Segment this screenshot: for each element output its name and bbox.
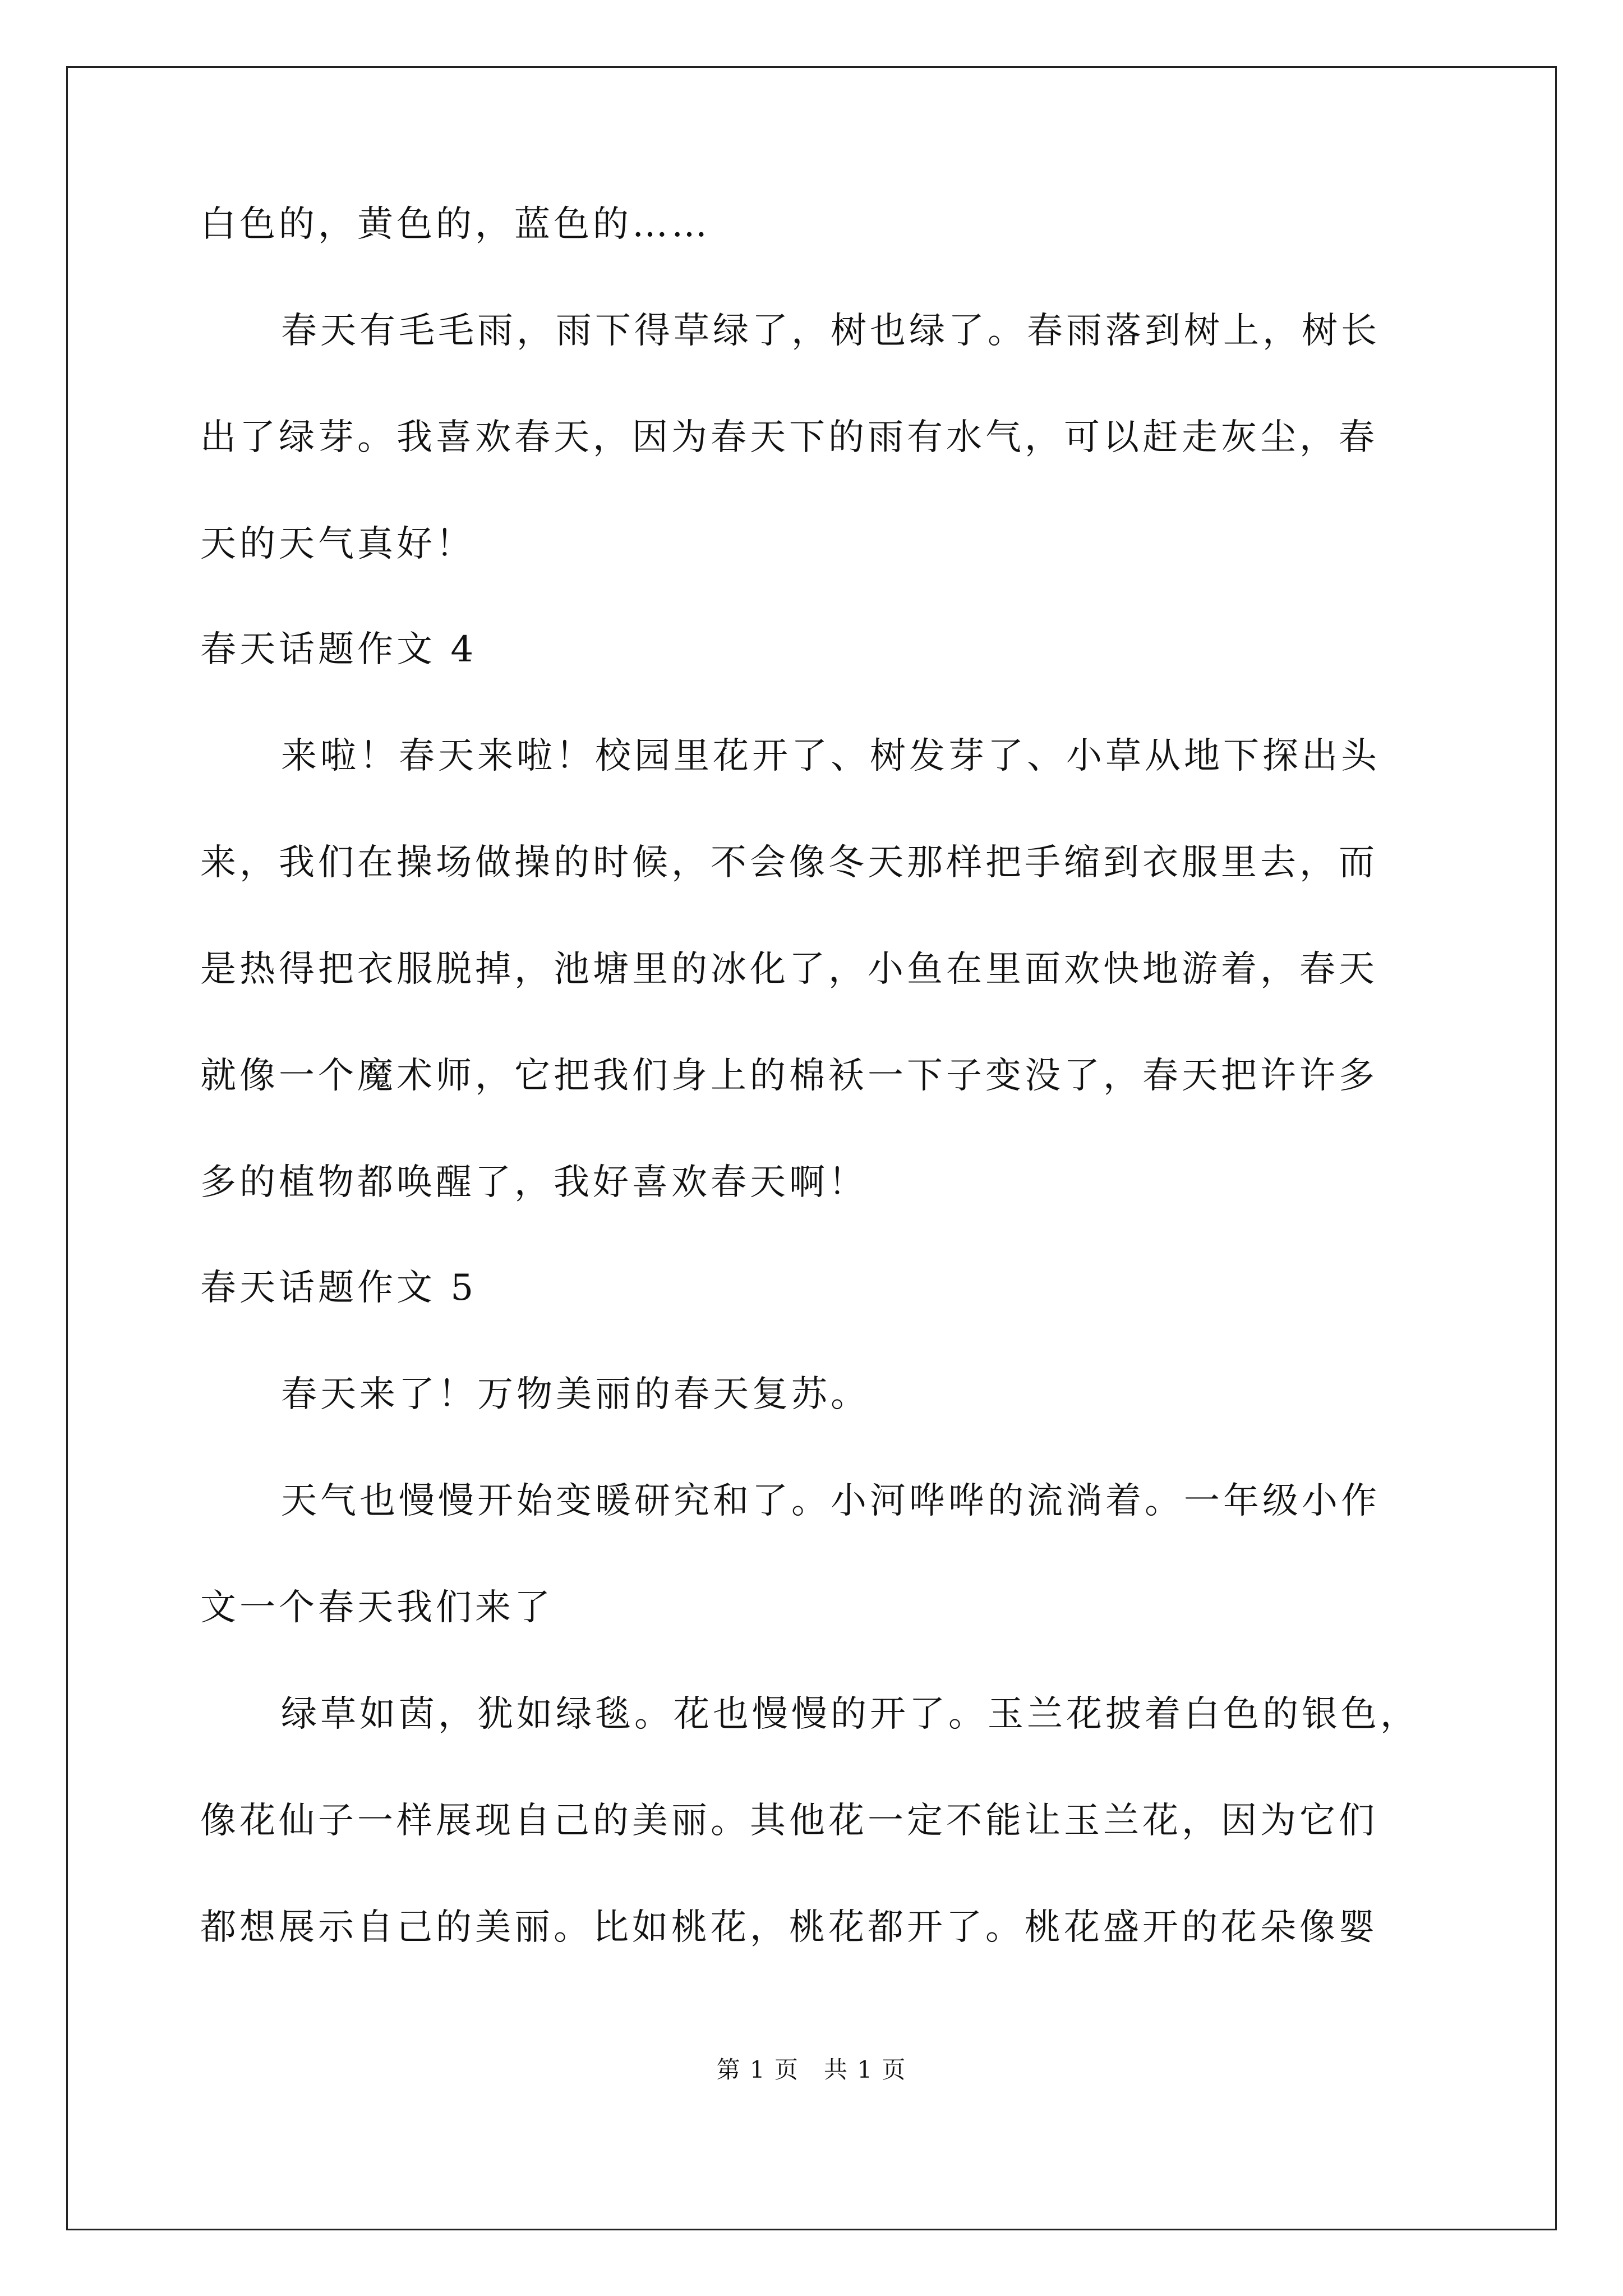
paragraph-line: 绿草如茵，犹如绿毯。花也慢慢的开了。玉兰花披着白色的银色， bbox=[281, 1694, 1419, 1735]
text-line: 文一个春天我们来了 bbox=[200, 1587, 554, 1628]
text-line: 出了绿芽。我喜欢春天，因为春天下的雨有水气，可以赶走灰尘，春 bbox=[200, 417, 1378, 458]
text-line: 像花仙子一样展现自己的美丽。其他花一定不能让玉兰花，因为它们 bbox=[200, 1800, 1378, 1842]
text-line: 就像一个魔术师，它把我们身上的棉袄一下子变没了，春天把许许多 bbox=[200, 1055, 1378, 1097]
page-footer: 第 1 页 共 1 页 bbox=[716, 2056, 907, 2083]
paragraph-line: 春天来了！万物美丽的春天复苏。 bbox=[281, 1374, 870, 1415]
text-line: 都想展示自己的美丽。比如桃花，桃花都开了。桃花盛开的花朵像婴 bbox=[200, 1907, 1378, 1948]
text-line: 天的天气真好！ bbox=[200, 523, 475, 565]
text-line: 是热得把衣服脱掉，池塘里的冰化了，小鱼在里面欢快地游着，春天 bbox=[200, 949, 1378, 990]
text-line: 来，我们在操场做操的时候，不会像冬天那样把手缩到衣服里去，而 bbox=[200, 842, 1378, 884]
section-heading: 春天话题作文 4 bbox=[200, 629, 477, 670]
text-line: 白色的，黄色的，蓝色的…… bbox=[200, 204, 711, 245]
section-heading: 春天话题作文 5 bbox=[200, 1267, 477, 1309]
paragraph-line: 来啦！春天来啦！校园里花开了、树发芽了、小草从地下探出头 bbox=[281, 735, 1380, 777]
text-line: 多的植物都唤醒了，我好喜欢春天啊！ bbox=[200, 1162, 868, 1203]
paragraph-line: 天气也慢慢开始变暖研究和了。小河哗哗的流淌着。一年级小作 bbox=[281, 1480, 1380, 1522]
paragraph-line: 春天有毛毛雨，雨下得草绿了，树也绿了。春雨落到树上，树长 bbox=[281, 310, 1380, 352]
